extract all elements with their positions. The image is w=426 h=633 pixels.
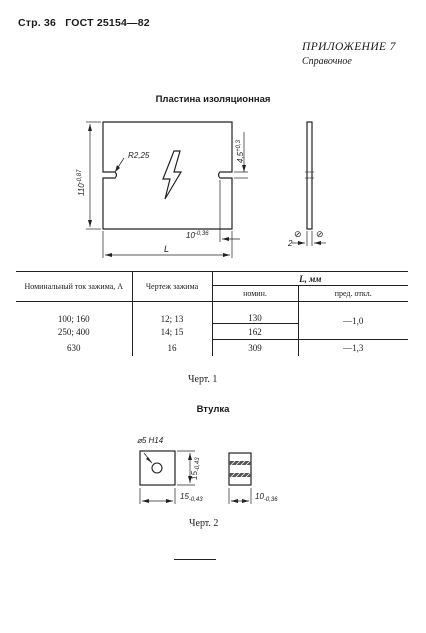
cell-drawing: 14; 15	[132, 324, 212, 340]
header-nom: номин.	[212, 286, 298, 302]
dim-side2: $10_{-0,36}$	[255, 492, 278, 503]
appendix-title: ПРИЛОЖЕНИЕ 7	[302, 41, 396, 53]
figure2-title: Втулка	[196, 404, 230, 415]
cell-dev: —1,3	[343, 342, 364, 353]
page-number: Стр. 36	[18, 17, 57, 29]
header-L: L, мм	[212, 272, 408, 286]
svg-text:⊘: ⊘	[294, 229, 302, 239]
dim-slot-length: $10^{-0,36}$	[186, 231, 209, 240]
dim-width2: $15_{-0,43}$	[180, 492, 203, 503]
dim-length: L	[164, 244, 170, 254]
figure2-caption: Черт. 2	[189, 518, 219, 529]
cell-nom: 309	[212, 340, 298, 356]
cell-drawing: 16	[132, 340, 212, 356]
end-rule	[174, 559, 216, 560]
dim-radius: R2,25	[128, 151, 150, 160]
cell-nom: 130	[212, 302, 298, 324]
cell-drawing: 12; 13	[132, 302, 212, 324]
header-dev: пред. откл.	[298, 286, 408, 302]
cell-current: 100; 160	[16, 302, 132, 324]
header-drawing: Чертеж зажима	[132, 272, 212, 302]
figure1-title: Пластина изоляционная	[155, 94, 271, 105]
cell-nom: 162	[212, 324, 298, 340]
dim-hole: ⌀5 Н14	[137, 436, 164, 445]
svg-text:⊘: ⊘	[316, 229, 324, 239]
appendix-subtitle: Справочное	[302, 56, 352, 67]
dim-thickness: 2	[288, 239, 293, 248]
gost-number: ГОСТ 25154—82	[65, 17, 150, 29]
header-current: Номинальный ток зажима, А	[16, 272, 132, 302]
cell-current: 250; 400	[16, 324, 132, 340]
dim-height2: $15_{-0,43}$	[190, 457, 201, 480]
dim-height: $110^{-0,87}$	[77, 169, 86, 196]
cell-dev: —1,0	[298, 302, 408, 340]
cell-current: 630	[16, 340, 132, 356]
figure1-caption: Черт. 1	[188, 374, 218, 385]
dim-slot-width: $4,5^{+0,3}$	[236, 140, 245, 163]
